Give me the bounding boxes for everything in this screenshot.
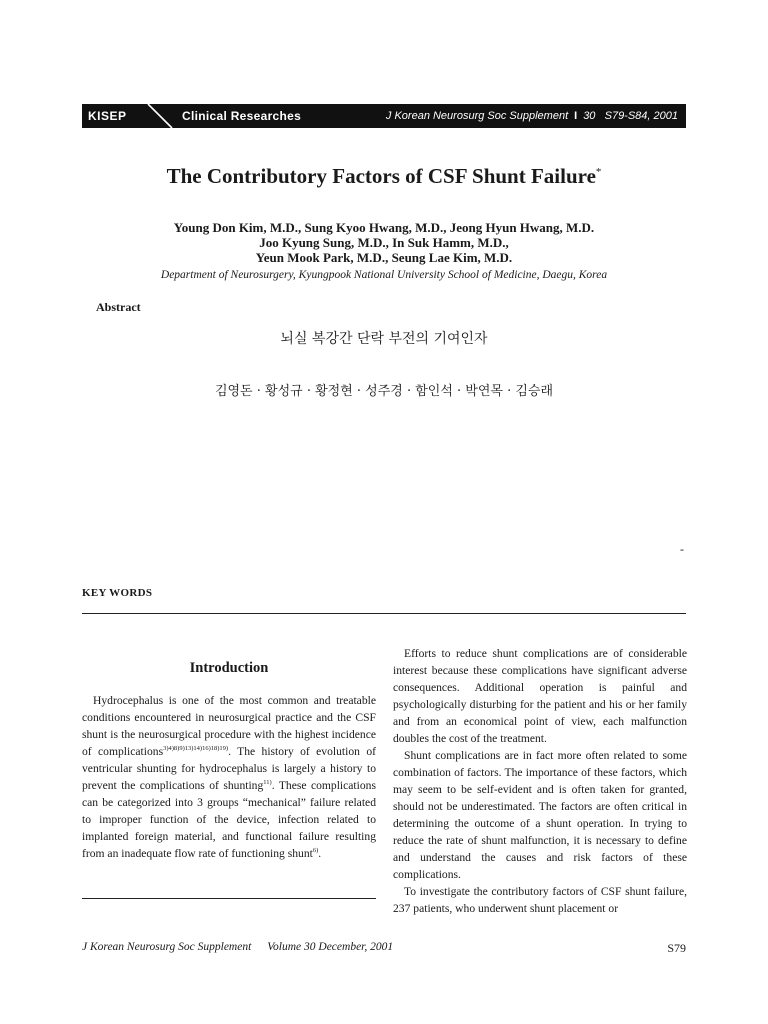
body-paragraph bbox=[82, 692, 376, 862]
journal-pages-year: S79-S84, 2001 bbox=[604, 110, 678, 122]
citation-separator: I bbox=[574, 110, 578, 122]
citation-ref: 11) bbox=[263, 779, 272, 787]
journal-name: J Korean Neurosurg Soc Supplement bbox=[385, 110, 569, 122]
author-list bbox=[0, 220, 768, 265]
keywords-label: KEY WORDS bbox=[82, 587, 153, 599]
body-text: . The history of evolution of ventricular shunting for hydrocephalus is largely a history to prevent the complications of shunting bbox=[82, 745, 376, 792]
korean-title: 뇌실 복강간 단락 부전의 기여인자 bbox=[280, 331, 488, 347]
body-paragraph: Efforts to reduce shunt complications are of considerable interest because these complications have significant adverse consequences. Additional operation is painful and psychologically disturbing for the patient and his or her family and from an economical point of view, each malfunction doubles the cost of the treatment. bbox=[393, 647, 687, 745]
body-text: . bbox=[318, 847, 322, 860]
journal-citation bbox=[386, 104, 678, 128]
abstract-label: Abstract bbox=[96, 300, 141, 314]
footnote-divider bbox=[82, 898, 376, 899]
journal-header-bar bbox=[82, 104, 686, 128]
body-paragraph: Shunt complications are in fact more often related to some combination of factors. The importance of these factors, which may seem to be self-evident and is often taken for granted, should not be underestimated. The factors are often critical in determining the outcome of a shunt operation. In trying to reduce the rate of shunt malfunction, it is necessary to define and understand the causes and risk factors of these complications. bbox=[393, 749, 687, 881]
paper-title-text: The Contributory Factors of CSF Shunt Failure bbox=[166, 164, 596, 188]
footer-volume-date: Volume 30 December, 2001 bbox=[267, 941, 394, 953]
footer-citation bbox=[82, 941, 393, 953]
body-text: Hydrocephalus is one of the most common and treatable conditions encountered in neurosurgical practice and the CSF shunt is the neurosurgical procedure with the highest incidence of complications bbox=[82, 694, 376, 758]
paper-title bbox=[0, 164, 768, 189]
section-divider bbox=[82, 613, 686, 614]
body-text: . These complications can be categorized into 3 groups “mechanical” failure related to improper function of the device, infection related to implanted foreign material, and functional failure resulting from an inadequate flow rate of functioning shunt bbox=[82, 779, 376, 860]
citation-ref: 6) bbox=[312, 847, 319, 855]
left-column bbox=[82, 692, 376, 862]
affiliation: Department of Neurosurgery, Kyungpook National University School of Medicine, Daegu, Korea bbox=[160, 269, 608, 281]
kisep-badge: KISEP bbox=[82, 104, 150, 128]
title-footnote-mark: * bbox=[595, 166, 602, 178]
author-line: Young Don Kim, M.D., Sung Kyoo Hwang, M.D., Jeong Hyun Hwang, M.D. bbox=[173, 220, 595, 235]
dash-mark: - bbox=[680, 542, 684, 556]
page-number: S79 bbox=[667, 941, 686, 955]
introduction-heading: Introduction bbox=[189, 660, 269, 676]
citation-ref: 3)4)8)9)13)14)16)18)19) bbox=[163, 745, 229, 753]
journal-volume: 30 bbox=[583, 110, 596, 122]
section-label: Clinical Researches bbox=[182, 109, 302, 123]
footer-journal: J Korean Neurosurg Soc Supplement bbox=[82, 941, 252, 953]
korean-author-list: 김영돈 · 황성규 · 황정현 · 성주경 · 함인석 · 박연목 · 김승래 bbox=[214, 384, 554, 399]
right-column bbox=[393, 645, 687, 917]
author-line: Joo Kyung Sung, M.D., In Suk Hamm, M.D., bbox=[259, 235, 509, 250]
body-paragraph: To investigate the contributory factors of CSF shunt failure, 237 patients, who underwent shunt placement or bbox=[393, 885, 687, 915]
author-line: Yeun Mook Park, M.D., Seung Lae Kim, M.D. bbox=[255, 250, 513, 265]
